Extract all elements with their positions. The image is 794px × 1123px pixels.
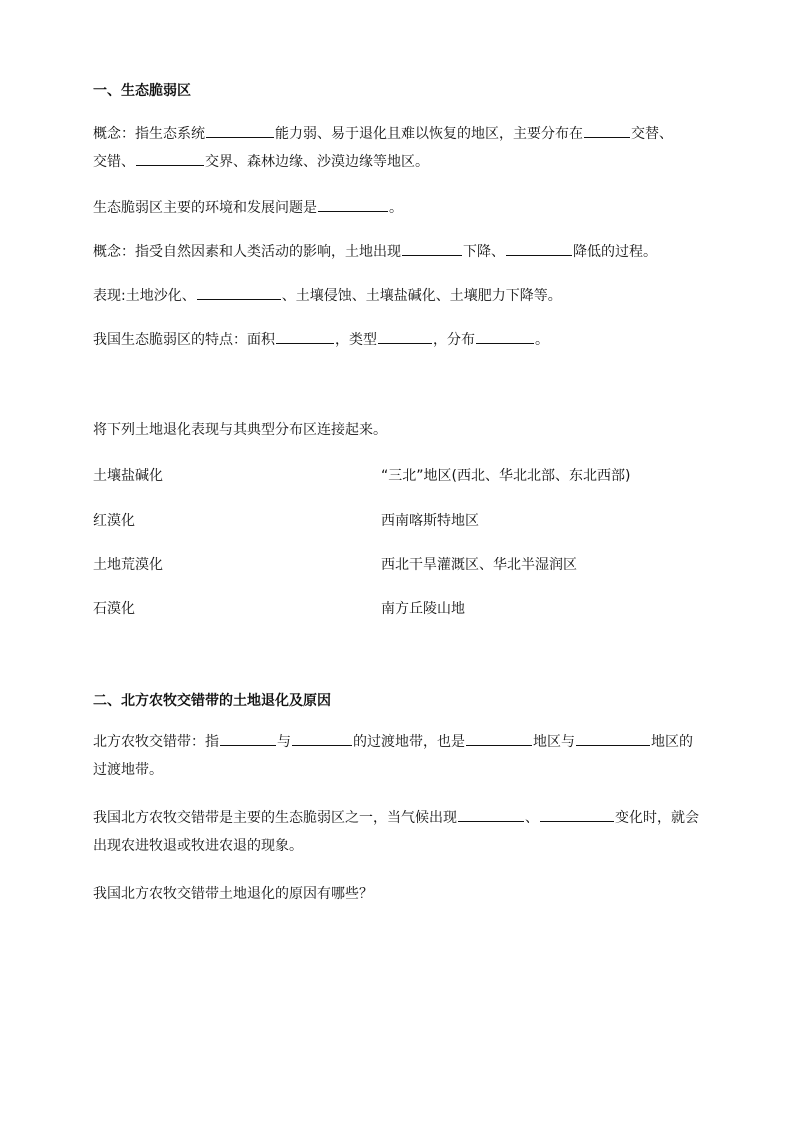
fill-blank[interactable] (506, 241, 572, 256)
text-segment: 与 (277, 734, 291, 750)
text-segment: 表现:土地沙化、 (93, 288, 196, 304)
land-degradation-concept-paragraph (93, 238, 707, 266)
fill-blank[interactable] (466, 731, 532, 746)
text-segment: 概念：指生态系统 (93, 126, 205, 142)
text-segment: 我国北方农牧交错带是主要的生态脆弱区之一，当气候出现 (93, 810, 457, 826)
text-segment: 我国生态脆弱区的特点：面积 (93, 332, 275, 348)
question-paragraph: 我国北方农牧交错带土地退化的原因有哪些？ (93, 886, 373, 902)
fill-blank[interactable] (220, 731, 276, 746)
text-segment: 变化时，就会 (615, 810, 699, 826)
matching-right-item[interactable]: 南方丘陵山地 (381, 601, 465, 617)
text-segment: 地区的 (651, 734, 693, 750)
text-segment: 北方农牧交错带：指 (93, 734, 219, 750)
matching-left-item[interactable]: 土地荒漠化 (93, 557, 163, 573)
text-segment: 下降、 (463, 244, 505, 260)
ecotone-definition-paragraph (93, 728, 707, 784)
text-segment: 。 (389, 200, 403, 216)
text-segment: 出现农进牧退或牧进农退的现象。 (93, 838, 303, 854)
fill-blank[interactable] (540, 807, 614, 822)
fill-blank[interactable] (206, 123, 274, 138)
ecotone-climate-paragraph (93, 804, 707, 860)
matching-right-item[interactable]: “三北”地区(西北、华北北部、东北西部) (381, 468, 631, 484)
section1-problem-paragraph (93, 194, 707, 222)
text-segment: 生态脆弱区主要的环境和发展问题是 (93, 200, 317, 216)
text-segment: 概念：指受自然因素和人类活动的影响，土地出现 (93, 244, 401, 260)
section1-concept-paragraph (93, 120, 707, 176)
matching-left-item[interactable]: 石漠化 (93, 601, 135, 617)
section1-heading: 一、生态脆弱区 (93, 83, 191, 99)
fill-blank[interactable] (197, 285, 281, 300)
fill-blank[interactable] (136, 151, 204, 166)
text-segment: ，分布 (433, 332, 475, 348)
matching-left-item[interactable]: 红漠化 (93, 513, 135, 529)
section2-heading: 二、北方农牧交错带的土地退化及原因 (93, 693, 331, 709)
text-segment: 能力弱、易于退化且难以恢复的地区，主要分布在 (275, 126, 583, 142)
fill-blank[interactable] (292, 731, 352, 746)
matching-right-item[interactable]: 西北干旱灌溉区、华北半湿润区 (381, 557, 577, 573)
text-segment: 交替、 (631, 126, 673, 142)
fill-blank[interactable] (476, 329, 534, 344)
matching-instruction: 将下列土地退化表现与其典型分布区连接起来。 (93, 422, 387, 438)
fill-blank[interactable] (584, 123, 630, 138)
fill-blank[interactable] (576, 731, 650, 746)
text-segment: 地区与 (533, 734, 575, 750)
fill-blank[interactable] (318, 197, 388, 212)
matching-left-item[interactable]: 土壤盐碱化 (93, 468, 163, 484)
text-segment: ，类型 (335, 332, 377, 348)
text-segment: 降低的过程。 (573, 244, 657, 260)
text-segment: 、土壤侵蚀、土壤盐碱化、土壤肥力下降等。 (281, 288, 562, 304)
fill-blank[interactable] (402, 241, 462, 256)
features-paragraph (93, 326, 707, 354)
text-segment: 。 (535, 332, 549, 348)
fill-blank[interactable] (378, 329, 432, 344)
text-segment: 、 (525, 810, 539, 826)
text-segment: 交错、 (93, 154, 135, 170)
matching-right-item[interactable]: 西南喀斯特地区 (381, 513, 479, 529)
fill-blank[interactable] (458, 807, 524, 822)
manifestation-paragraph (93, 282, 707, 310)
fill-blank[interactable] (276, 329, 334, 344)
text-segment: 交界、森林边缘、沙漠边缘等地区。 (205, 154, 429, 170)
text-segment: 的过渡地带，也是 (353, 734, 465, 750)
text-segment: 过渡地带。 (93, 762, 163, 778)
